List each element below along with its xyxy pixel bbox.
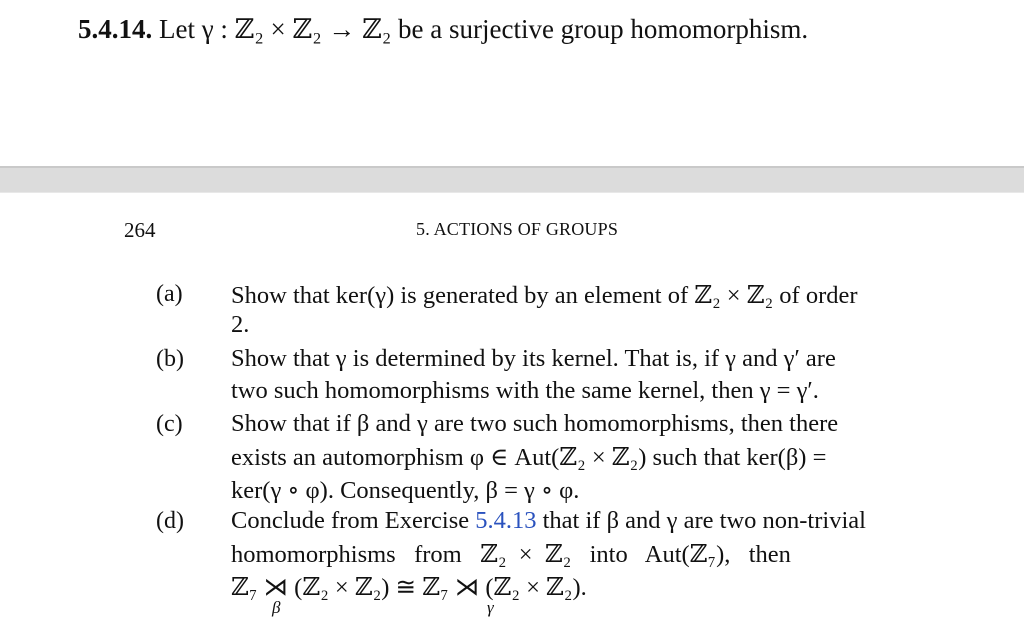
item-d-line-1 xyxy=(231,507,866,535)
item-d-text-after: that if β and γ are two non-trivial xyxy=(536,507,866,534)
item-label-d: (d) xyxy=(156,508,184,534)
semidirect-subscript-beta: β xyxy=(272,598,281,617)
item-b-line-2: two such homomorphisms with the same kernel, then γ = γ′. xyxy=(231,377,819,404)
item-label-b: (b) xyxy=(156,346,184,372)
exercise-statement xyxy=(78,14,808,45)
item-d-line-3: ℤ₇ ⋊ (ℤ₂ × ℤ₂) ≅ ℤ₇ ⋊ (ℤ₂ × ℤ₂). xyxy=(231,574,587,601)
item-a-line-1: Show that ker(γ) is generated by an element of ℤ₂ × ℤ₂ of order xyxy=(231,282,858,309)
item-c-line-3: ker(γ ∘ φ). Consequently, β = γ ∘ φ. xyxy=(231,477,580,504)
exercise-link[interactable]: 5.4.13 xyxy=(475,507,537,534)
separator-band xyxy=(0,166,1024,193)
item-c-line-2: exists an automorphism φ ∈ Aut(ℤ₂ × ℤ₂) such that ker(β) = xyxy=(231,444,827,471)
semidirect-subscript-gamma: γ xyxy=(487,598,494,617)
exercise-number: 5.4.14. xyxy=(78,14,153,44)
item-a-line-2: 2. xyxy=(231,311,250,338)
item-label-a: (a) xyxy=(156,281,183,307)
item-label-c: (c) xyxy=(156,411,183,437)
item-c-line-1: Show that if β and γ are two such homomorphisms, then there xyxy=(231,410,839,437)
exercise-text: Let γ : ℤ₂ × ℤ₂ → ℤ₂ be a surjective group homomorphism. xyxy=(159,14,809,44)
item-d-text-before: Conclude from Exercise xyxy=(231,507,476,534)
item-b-line-1: Show that γ is determined by its kernel. That is, if γ and γ′ are xyxy=(231,345,836,372)
running-head: 5. ACTIONS OF GROUPS xyxy=(416,219,619,239)
page-number: 264 xyxy=(124,218,156,242)
item-d-line-2: homomorphisms from ℤ₂ × ℤ₂ into Aut(ℤ₇), then xyxy=(231,541,791,568)
